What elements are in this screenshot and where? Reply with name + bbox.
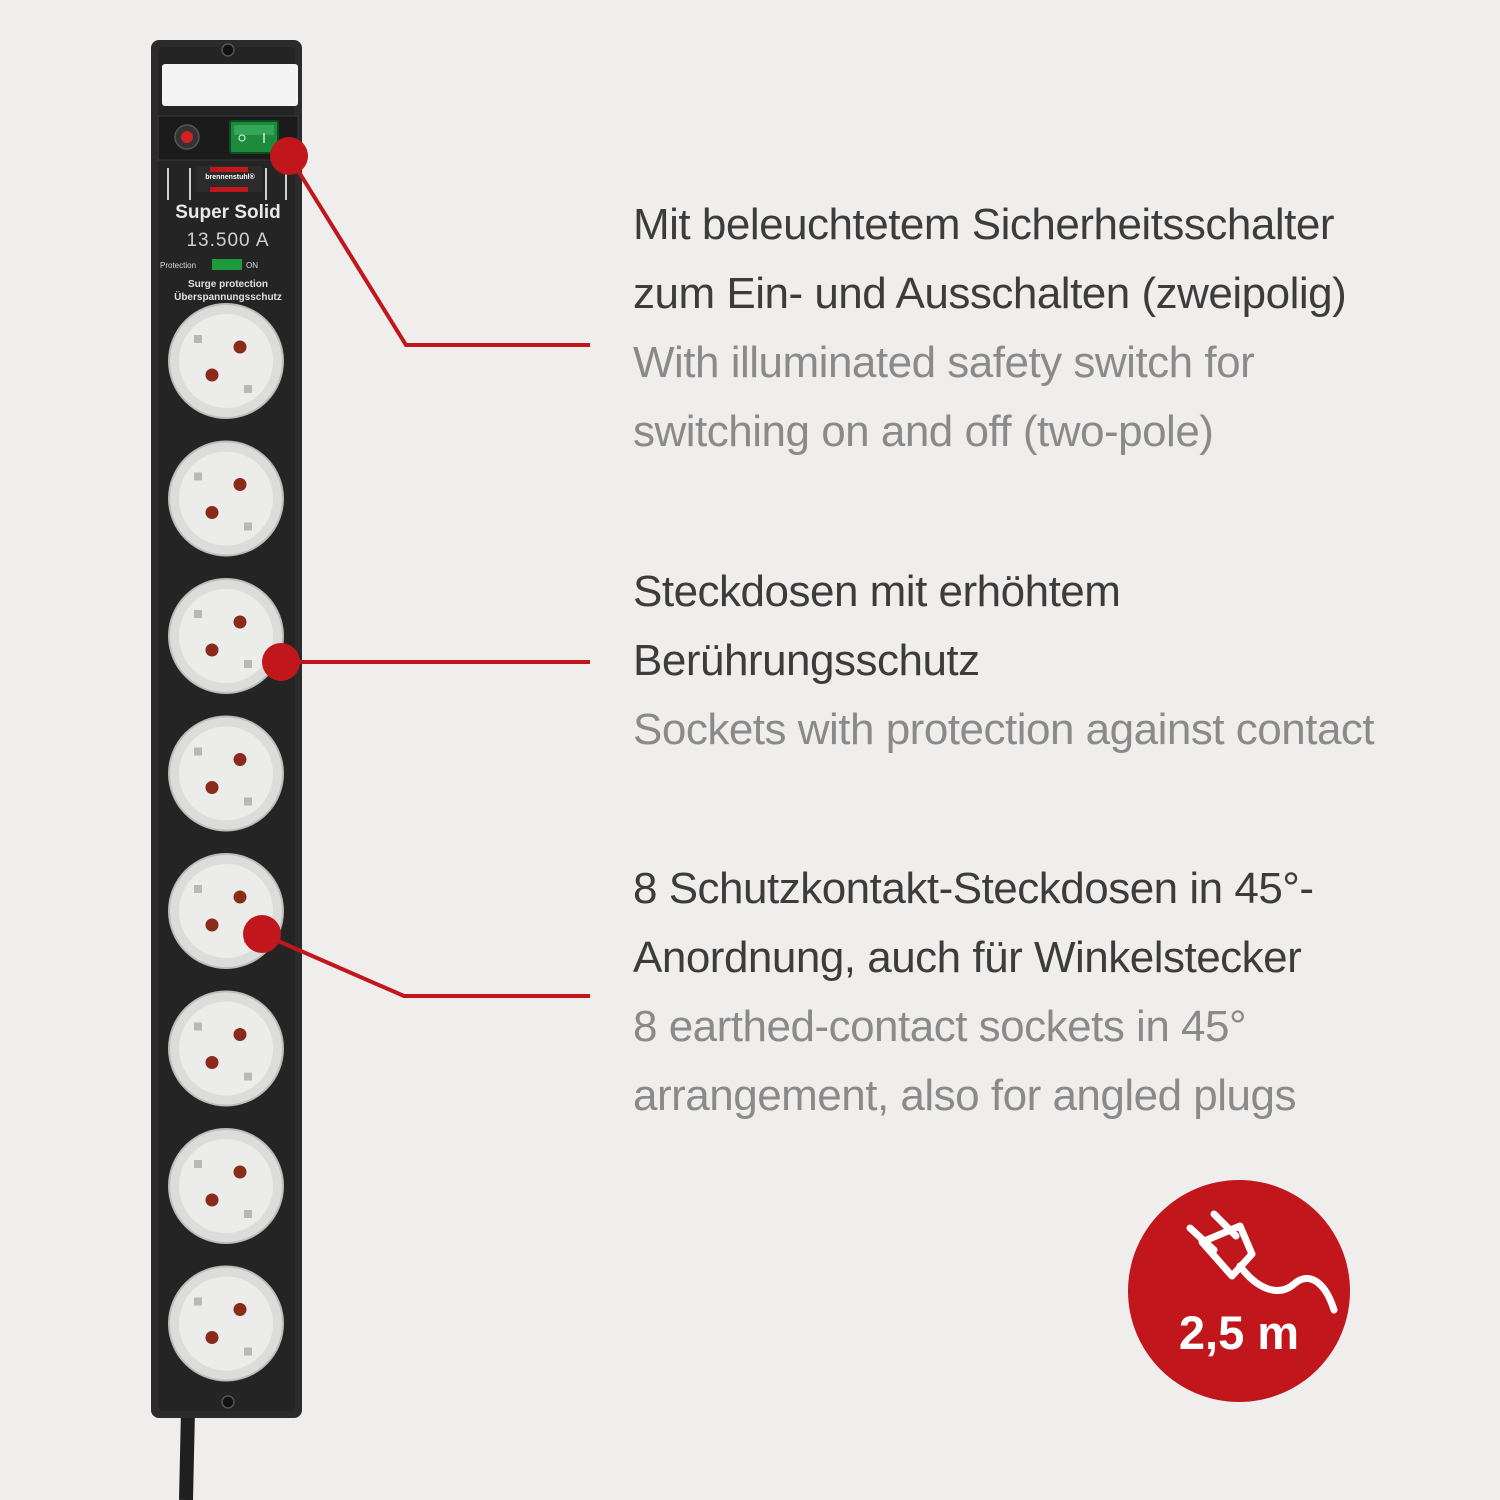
brand-logo-text: brennenstuhl® — [205, 174, 255, 181]
feature-switch-en-line-2: switching on and off (two-pole) — [633, 407, 1214, 456]
strip-handle-opening — [162, 64, 298, 106]
socket — [169, 304, 283, 418]
feature-angled-en-line-1: 8 earthed-contact sockets in 45° — [633, 1002, 1247, 1051]
product-rating: 13.500 A — [186, 230, 270, 251]
product-name: Super Solid — [175, 202, 281, 223]
callout-dot-angle — [243, 915, 281, 953]
socket — [169, 717, 283, 831]
ueberspannungsschutz-label: Überspannungsschutz — [174, 292, 282, 303]
socket — [169, 579, 283, 693]
feature-angled-sockets — [633, 854, 1473, 1130]
feature-contact-en-line-1: Sockets with protection against contact — [633, 705, 1375, 754]
power-cord — [186, 1410, 188, 1500]
feature-switch-de-line-1: Mit beleuchtetem Sicherheitsschalter — [633, 200, 1334, 249]
feature-angled-de-line-1: 8 Schutzkontakt-Steckdosen in 45°- — [633, 864, 1314, 913]
feature-contact-de-line-1: Steckdosen mit erhöhtem — [633, 567, 1121, 616]
socket — [169, 992, 283, 1106]
socket — [169, 1267, 283, 1381]
callout-line-angle — [262, 934, 590, 996]
callout-line-switch — [289, 156, 590, 345]
cable-length-label: 2,5 m — [1178, 1306, 1300, 1359]
callout-dot-switch — [270, 137, 308, 175]
on-label: ON — [246, 261, 258, 270]
feature-switch-en-line-1: With illuminated safety switch for — [633, 338, 1255, 387]
mounting-hole-top — [222, 44, 234, 56]
feature-angled-de-line-2: Anordnung, auch für Winkelstecker — [633, 933, 1302, 982]
protection-label: Protection — [160, 261, 197, 270]
mounting-hole-bottom — [222, 1396, 234, 1408]
socket — [169, 442, 283, 556]
callout-dot-sockets — [262, 643, 300, 681]
surge-protection-label: Surge protection — [187, 279, 268, 290]
socket — [169, 1129, 283, 1243]
cable-length-badge — [1128, 1180, 1350, 1402]
feature-contact-de-line-2: Berührungsschutz — [633, 636, 980, 685]
feature-switch-de-line-2: zum Ein- und Ausschalten (zweipolig) — [633, 269, 1347, 318]
feature-switch — [633, 190, 1473, 466]
feature-contact-protection — [633, 557, 1473, 764]
callout-lines — [262, 156, 590, 996]
feature-angled-en-line-2: arrangement, also for angled plugs — [633, 1071, 1296, 1120]
